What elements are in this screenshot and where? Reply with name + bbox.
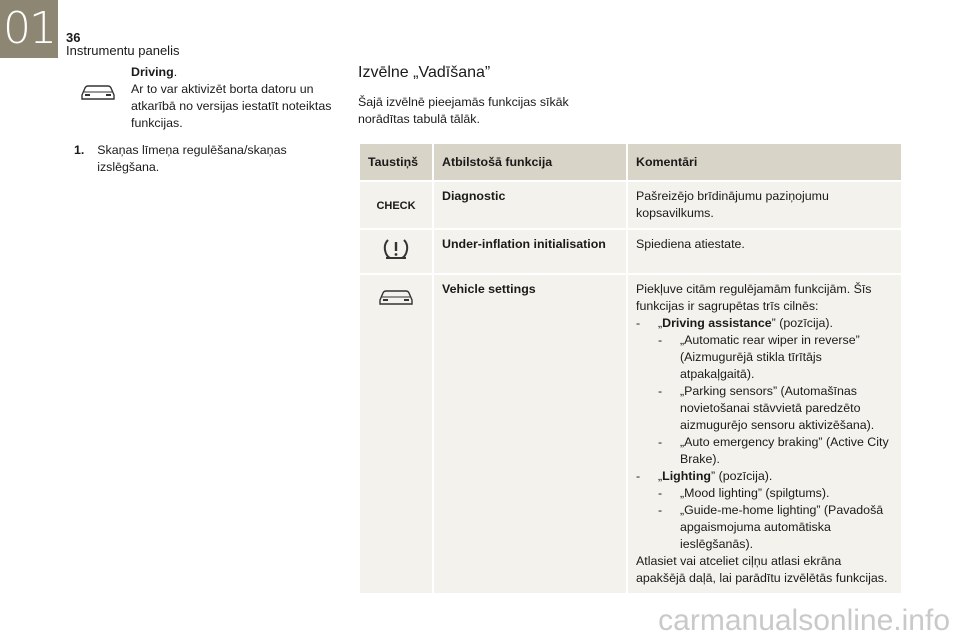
- section-name: Instrumentu panelis: [66, 43, 180, 58]
- quote-open: „: [658, 469, 663, 483]
- list-item: [636, 485, 893, 502]
- table-row: [360, 230, 901, 273]
- dash: -: [658, 384, 663, 398]
- key-cell: [360, 230, 432, 273]
- group-label: [658, 315, 833, 332]
- dash: -: [658, 503, 663, 517]
- dash: -: [658, 333, 663, 347]
- list-item: [636, 468, 893, 485]
- comment-cell: Spiediena atiestate.: [628, 230, 901, 273]
- driving-title: Driving: [131, 65, 174, 79]
- tyre-pressure-icon: [382, 251, 410, 265]
- key-cell: [360, 275, 432, 593]
- list-item: [636, 315, 893, 332]
- group-label: [658, 468, 772, 485]
- sub-item-text: „Automatic rear wiper in reverse” (Aizmugurējā stikla tīrītājs atpakaļgaitā).: [680, 333, 860, 381]
- car-icon: [378, 296, 414, 310]
- column-header-key: Taustiņš: [360, 144, 432, 180]
- dash: -: [636, 469, 641, 483]
- right-column: [358, 64, 903, 585]
- table-row: [360, 275, 901, 593]
- chapter-tab: 01: [0, 0, 58, 58]
- group-name: Driving assistance: [662, 316, 772, 330]
- period: .: [173, 65, 178, 79]
- driving-description: [131, 64, 344, 132]
- menu-title: Izvēlne „Vadīšana”: [358, 64, 491, 81]
- page-number: 36: [66, 30, 81, 45]
- dash: -: [636, 316, 641, 330]
- table-row: [360, 182, 901, 228]
- dash: -: [658, 435, 663, 449]
- dash: -: [658, 486, 663, 500]
- list-item: [636, 434, 893, 468]
- item-text: Skaņas līmeņa regulēšana/skaņas izslēgšana.: [97, 143, 287, 174]
- check-key-label: CHECK: [376, 200, 416, 212]
- table-header-row: [360, 144, 901, 180]
- list-item: [636, 383, 893, 434]
- watermark: carmanualsonline.info: [658, 604, 950, 637]
- left-column: [74, 64, 344, 176]
- functions-table: [358, 142, 903, 595]
- intro-text: Šajā izvēlnē pieejamās funkcijas sīkāk norādītas tabulā tālāk.: [358, 95, 569, 126]
- comment-intro: Piekļuve citām regulējamām funkcijām. Šīs funkcijas ir sagrupētas trīs cilnēs:: [636, 282, 872, 313]
- quote-open: „: [658, 316, 663, 330]
- list-item: [636, 502, 893, 553]
- comment-cell: [628, 275, 901, 593]
- list-item: [636, 332, 893, 383]
- sub-item-text: „Mood lighting” (spilgtums).: [680, 486, 830, 500]
- driving-text: Ar to var aktivizēt borta datoru un atkarībā no versijas iestatīt noteiktas funkcijas.: [131, 82, 332, 130]
- key-cell: [360, 182, 432, 228]
- group-suffix: ” (pozīcija).: [771, 316, 833, 330]
- function-cell: Diagnostic: [434, 182, 626, 228]
- group-suffix: ” (pozīcija).: [711, 469, 773, 483]
- function-cell: Under-inflation initialisation: [434, 230, 626, 273]
- group-name: Lighting: [662, 469, 711, 483]
- sub-item-text: „Parking sensors” (Automašīnas novietošanai stāvvietā paredzēto aizmugurējo sensoru aktivizēšana).: [680, 384, 875, 432]
- comment-outro: Atlasiet vai atceliet ciļņu atlasi ekrāna apakšējā daļā, lai parādītu izvēlētās funkcijas.: [636, 554, 888, 585]
- list-item: [74, 142, 344, 176]
- car-icon: [80, 82, 116, 107]
- column-header-comments: Komentāri: [628, 144, 901, 180]
- column-header-function: Atbilstošā funkcija: [434, 144, 626, 180]
- comment-cell: Pašreizējo brīdinājumu paziņojumu kopsavilkums.: [628, 182, 901, 228]
- function-cell: Vehicle settings: [434, 275, 626, 593]
- item-number: 1.: [74, 143, 85, 157]
- sub-item-text: „Auto emergency braking” (Active City Brake).: [680, 435, 889, 466]
- sub-item-text: „Guide-me-home lighting” (Pavadošā apgaismojuma automātiska ieslēgšanās).: [680, 503, 884, 551]
